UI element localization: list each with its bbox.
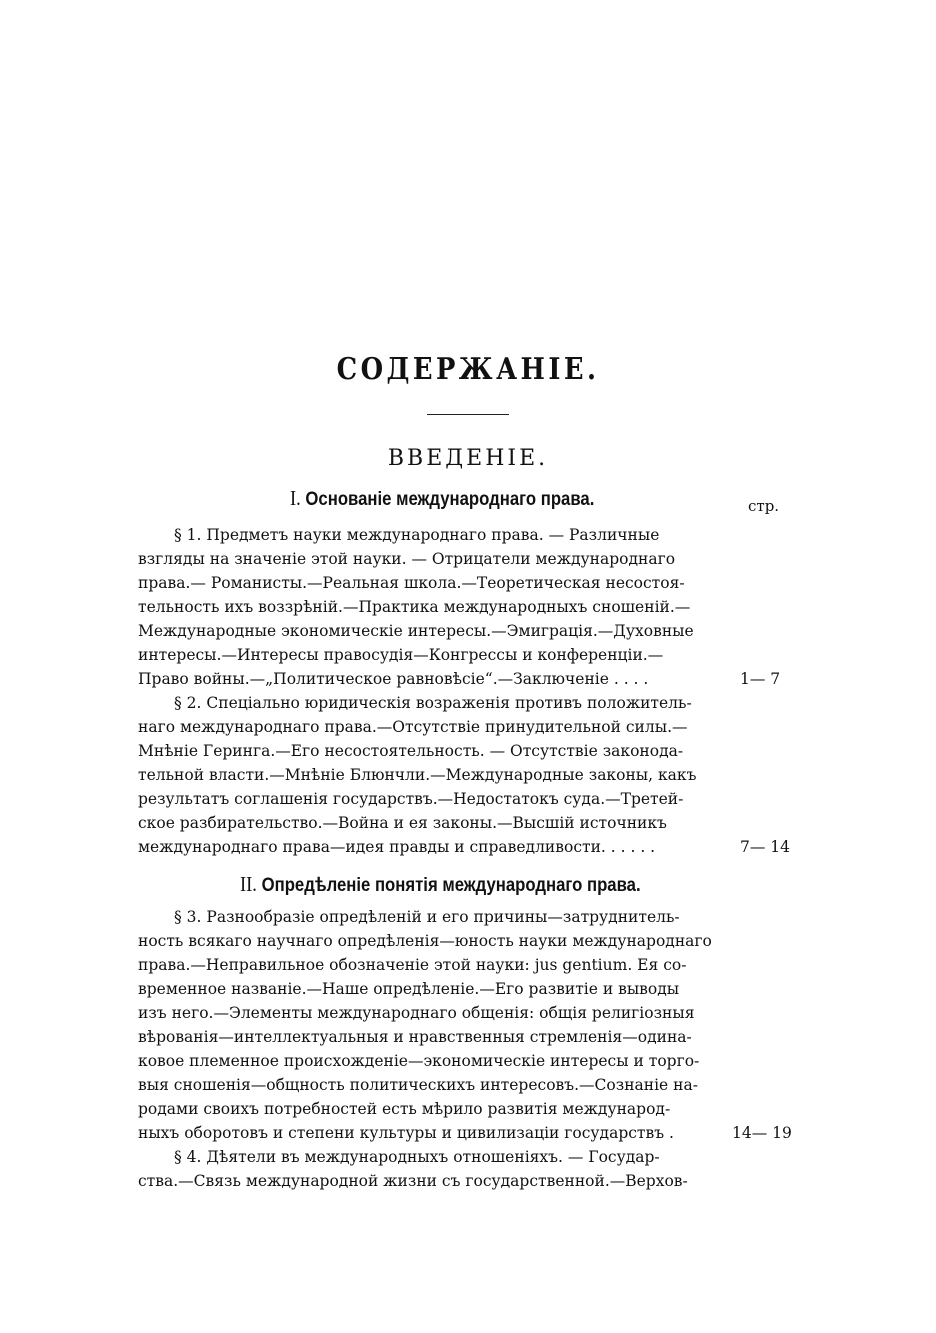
title-divider [427, 414, 509, 415]
text-line: Право войны.—„Политическое равновѣсіе“.—Заключеніе . . . . [138, 670, 649, 688]
text-line: интересы.—Интересы правосудія—Конгрессы и конференціи.— [138, 646, 664, 664]
text-line: выя сношенія—общность политическихъ интересовъ.—Сознаніе на- [138, 1076, 698, 1094]
text-line: § 4. Дѣятели въ международныхъ отношеніяхъ. — Государ- [174, 1148, 660, 1166]
text-line: временное названіе.—Наше опредѣленіе.—Его развитіе и выводы [138, 980, 680, 998]
text-line: Мнѣніе Геринга.—Его несостоятельность. — Отсутствіе законода- [138, 742, 684, 760]
text-line: наго международнаго права.—Отсутствіе принудительной силы.— [138, 718, 688, 736]
page-range: 7— 14 [740, 838, 791, 856]
page-column-label: стр. [748, 497, 780, 515]
section-heading-2 [240, 872, 641, 897]
text-line: вѣрованія—интеллектуальныя и нравственныя стремленія—одина- [138, 1028, 692, 1046]
text-line: § 1. Предметъ науки международнаго права. — Различные [174, 526, 660, 544]
text-line: § 3. Разнообразіе опредѣленій и его причины—затруднитель- [174, 908, 680, 926]
text-line: Международные экономическіе интересы.—Эмиграція.—Духовные [138, 622, 694, 640]
text-line: взгляды на значеніе этой науки. — Отрицатели международнаго [138, 550, 676, 568]
text-line: ность всякаго научнаго опредѣленія—юность науки международнаго [138, 932, 712, 950]
text-line: права.—Неправильное обозначеніе этой науки: jus gentium. Ея со- [138, 956, 687, 974]
text-line: родами своихъ потребностей есть мѣрило развитія международ- [138, 1100, 671, 1118]
text-line: ныхъ оборотовъ и степени культуры и цивилизаціи государствъ . [138, 1124, 674, 1142]
text-line: тельной власти.—Мнѣніе Блюнчли.—Международные законы, какъ [138, 766, 697, 784]
text-line: изъ него.—Элементы международнаго общенія: общія религіозныя [138, 1004, 695, 1022]
section-heading-text: Основаніе международнаго права. [305, 489, 595, 510]
page-range: 14— 19 [732, 1124, 792, 1142]
page-title: СОДЕРЖАНІЕ. [336, 352, 600, 387]
text-line: права.— Романисты.—Реальная школа.—Теоретическая несостоя- [138, 574, 685, 592]
section-roman: II. [240, 872, 257, 896]
text-line: ства.—Связь международной жизни съ государственной.—Верхов- [138, 1172, 688, 1190]
text-line: § 2. Спеціально юридическія возраженія противъ положитель- [174, 694, 692, 712]
section-heading-1 [290, 486, 594, 511]
section-heading-text: Опредѣленіе понятія международнаго права. [261, 875, 641, 896]
text-line: тельность ихъ воззрѣній.—Практика международныхъ сношеній.— [138, 598, 691, 616]
text-line: результатъ соглашенія государствъ.—Недостатокъ суда.—Третей- [138, 790, 684, 808]
text-line: ковое племенное происхожденіе—экономическіе интересы и торго- [138, 1052, 700, 1070]
text-line: ское разбирательство.—Война и ея законы.—Высшій источникъ [138, 814, 667, 832]
page-range: 1— 7 [740, 670, 781, 688]
introduction-heading: ВВЕДЕНІЕ. [387, 446, 549, 471]
text-line: международнаго права—идея правды и справедливости. . . . . . [138, 838, 656, 856]
section-roman: I. [290, 486, 301, 510]
